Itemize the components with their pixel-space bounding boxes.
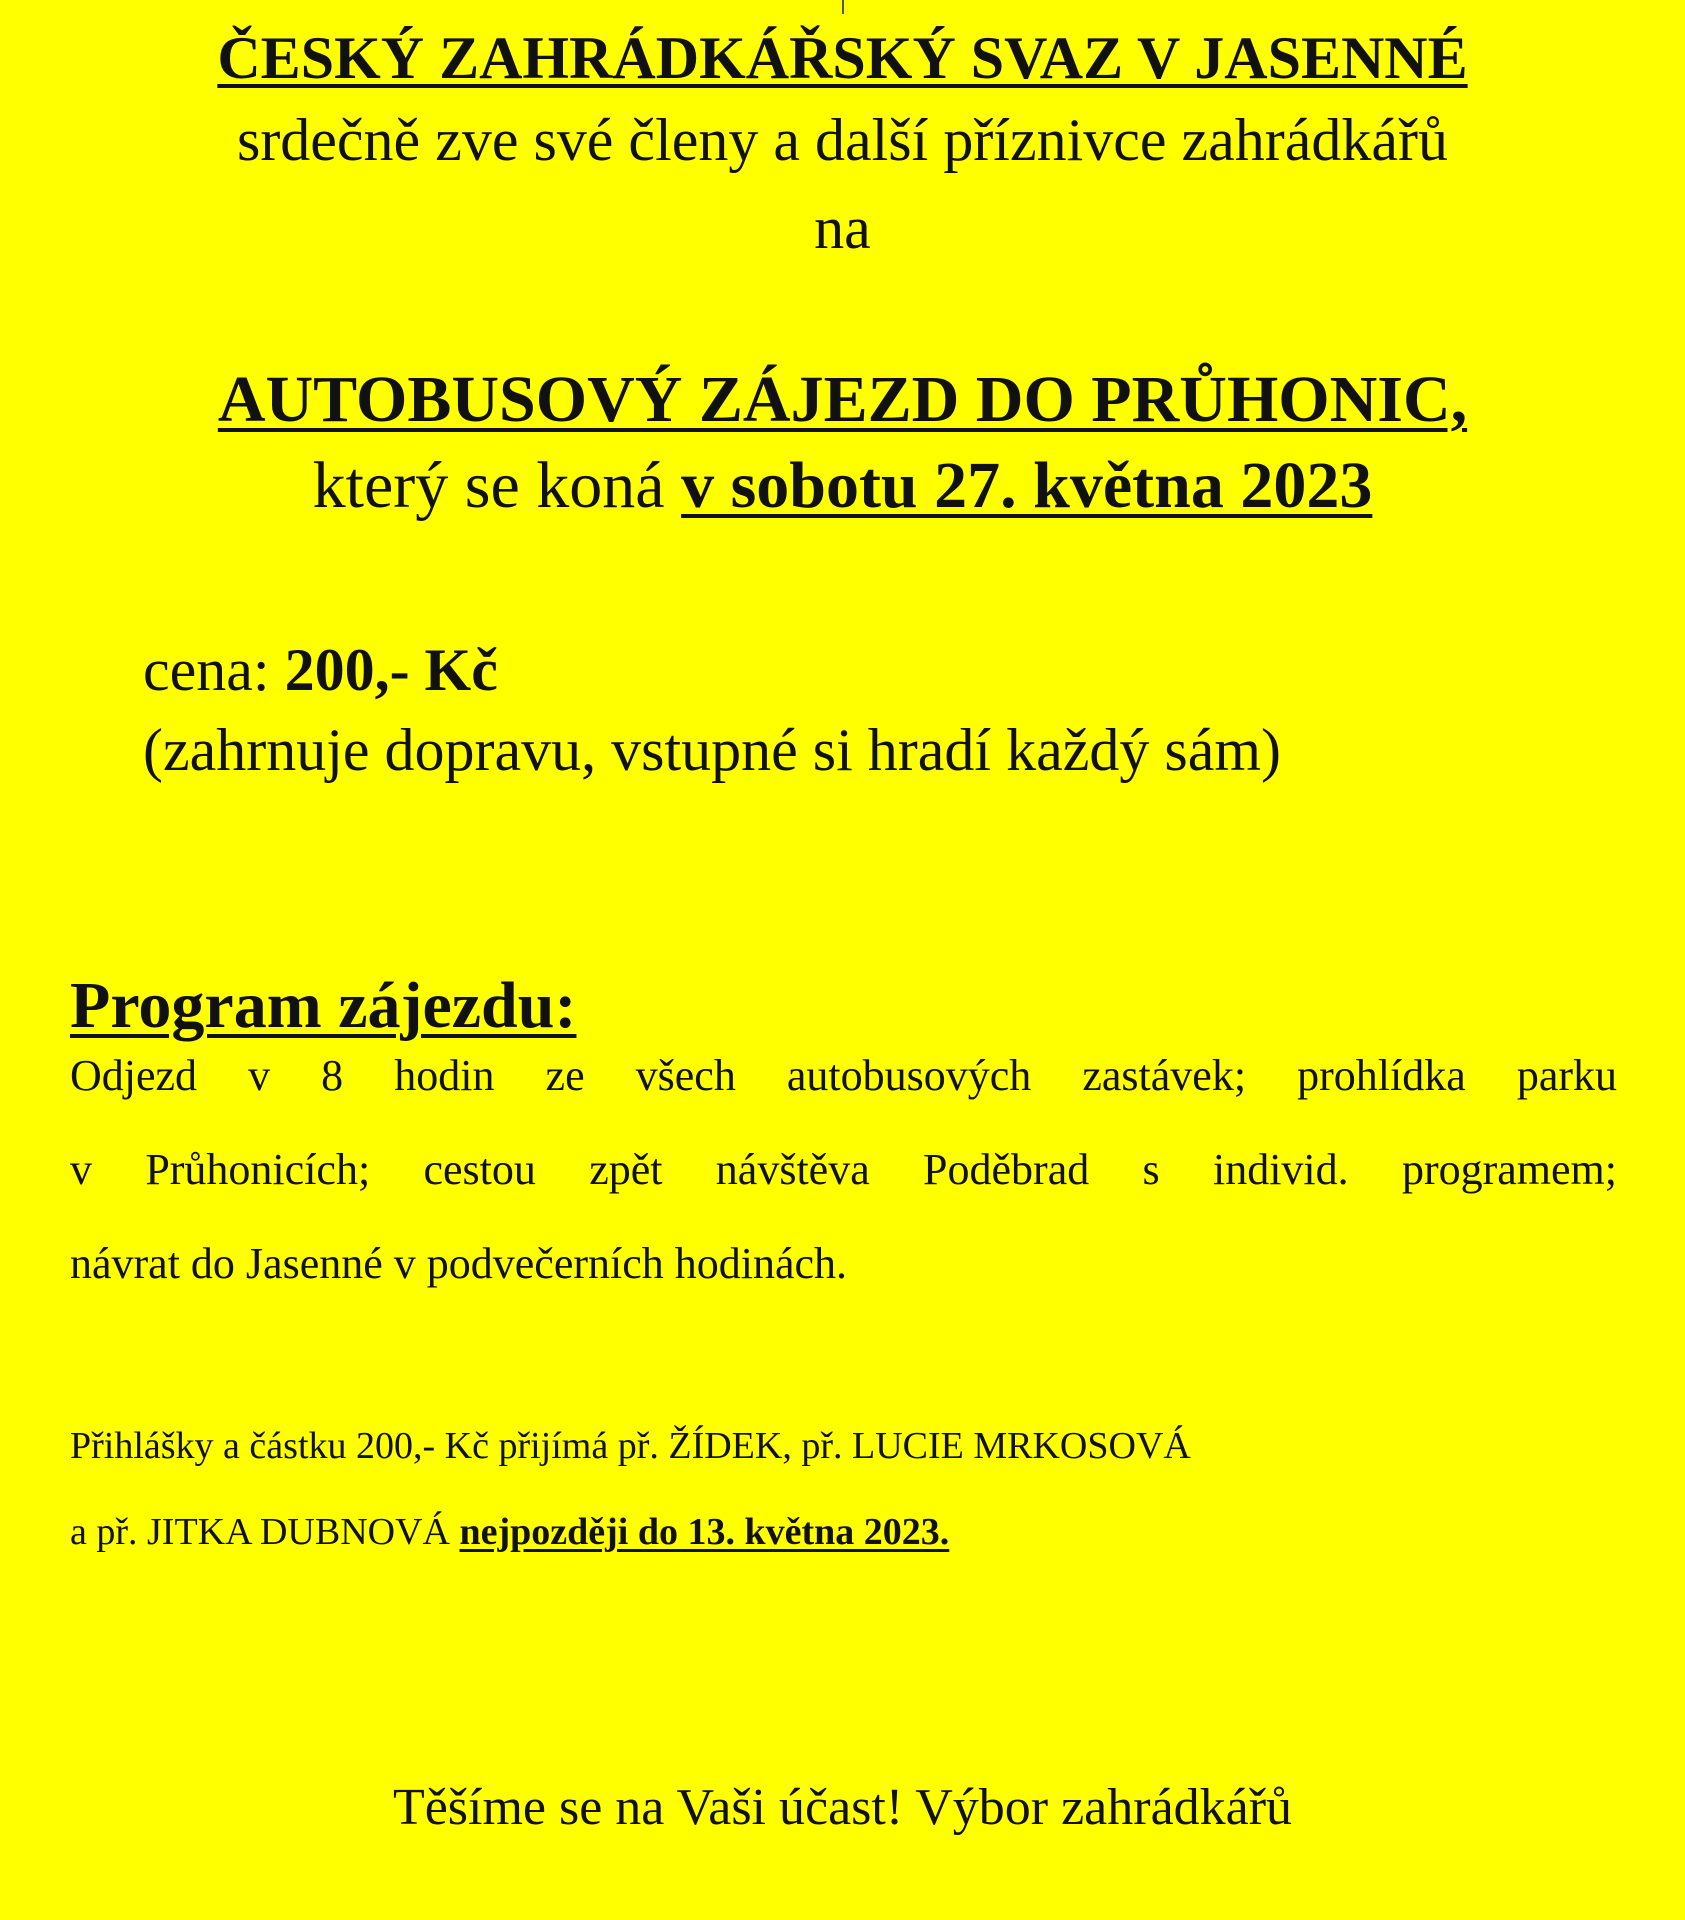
organization-name: ČESKÝ ZAHRÁDKÁŘSKÝ SVAZ V JASENNÉ: [217, 25, 1468, 91]
program-line: v Průhonicích; cestou zpět návštěva Poděbrad s individ. programem;: [70, 1145, 1617, 1194]
invitation-text-end: na: [814, 195, 871, 261]
price-block: [143, 630, 1281, 790]
event-date-line: [0, 448, 1685, 524]
closing-text: Těšíme se na Vaši účast! Výbor zahrádkářů: [392, 1779, 1293, 1836]
price-amount: 200,- Kč: [284, 637, 498, 703]
price-line: [143, 630, 1281, 710]
event-date-prefix: který se koná: [312, 449, 682, 522]
program-line: návrat do Jasenné v podvečerních hodinách.: [70, 1239, 848, 1288]
signup-line-2: [70, 1510, 949, 1554]
signup-contact: a př. JITKA DUBNOVÁ: [70, 1511, 460, 1553]
program-line: Odjezd v 8 hodin ze všech autobusových zastávek; prohlídka parku: [70, 1051, 1617, 1100]
top-edge-mark: [842, 0, 844, 14]
event-date: v sobotu 27. května 2023: [681, 449, 1373, 522]
price-note: (zahrnuje dopravu, vstupné si hradí každý sám): [143, 717, 1281, 783]
program-heading: Program zájezdu:: [70, 969, 577, 1042]
signup-deadline: nejpozději do 13. května 2023.: [459, 1511, 950, 1553]
signup-line-1: Přihlášky a částku 200,- Kč přijímá př. ŽÍDEK, př. LUCIE MRKOSOVÁ: [70, 1425, 1191, 1467]
price-label: cena:: [143, 637, 285, 703]
event-title: AUTOBUSOVÝ ZÁJEZD DO PRŮHONIC,: [217, 363, 1468, 436]
invitation-text: srdečně zve své členy a další příznivce zahrádkářů: [236, 107, 1449, 173]
